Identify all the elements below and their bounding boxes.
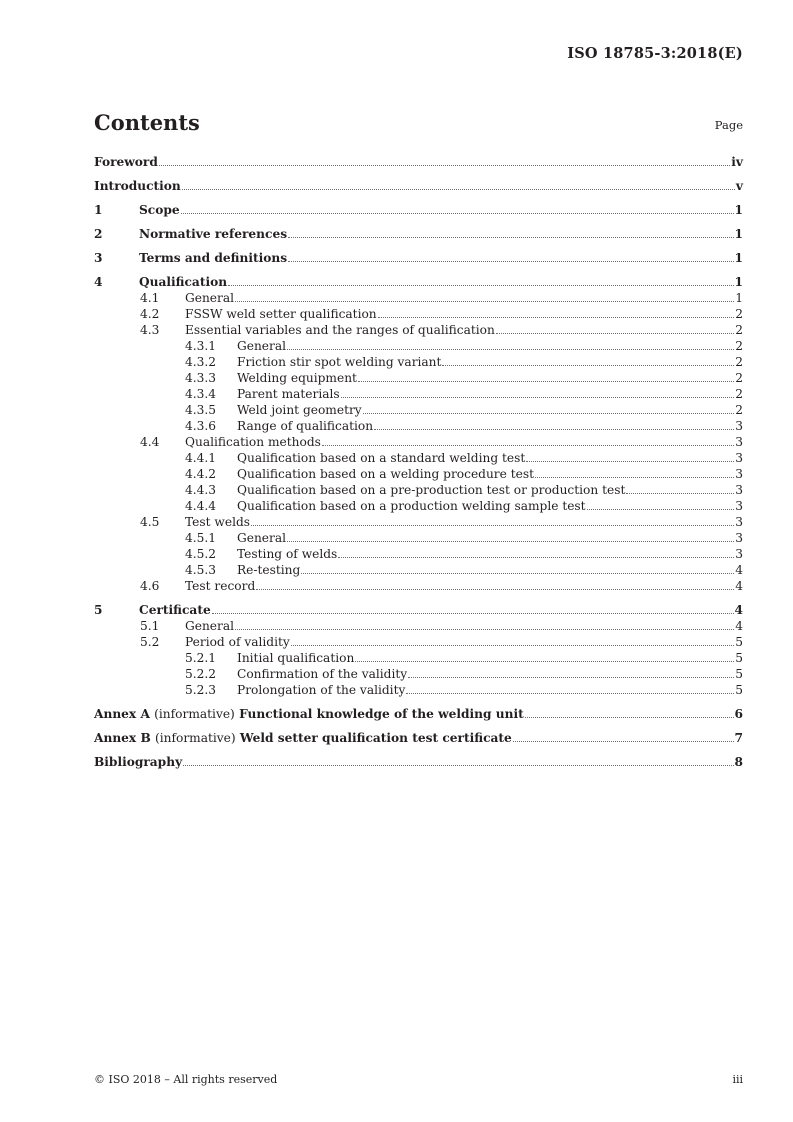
toc-entry-title: Friction stir spot welding variant bbox=[237, 355, 442, 369]
toc-entry-title: Prolongation of the validity bbox=[237, 683, 406, 697]
toc-entry[interactable] bbox=[94, 546, 743, 562]
toc-entry[interactable] bbox=[94, 322, 743, 338]
toc-entry-title: Period of validity bbox=[185, 635, 290, 649]
toc-entry-page: 5 bbox=[735, 651, 743, 665]
dot-leader bbox=[322, 445, 734, 446]
toc-entry-title: Qualification based on a welding procedure test bbox=[237, 467, 534, 481]
toc-entry-title: Test record bbox=[185, 579, 256, 593]
toc-entry-number: 5 bbox=[94, 603, 103, 617]
toc-entry[interactable] bbox=[94, 562, 743, 578]
toc-entry-title: Confirmation of the validity bbox=[237, 667, 408, 681]
page-title: Contents bbox=[94, 110, 200, 135]
toc-entry-number: 4.5 bbox=[140, 515, 160, 529]
toc-entry-title: Scope bbox=[139, 203, 180, 217]
table-of-contents bbox=[94, 154, 743, 770]
toc-entry-page: 2 bbox=[735, 387, 743, 401]
toc-entry-page: 3 bbox=[735, 435, 743, 449]
toc-entry-number: 5.1 bbox=[140, 619, 160, 633]
toc-entry-page: 4 bbox=[734, 603, 743, 617]
toc-entry-title: Essential variables and the ranges of qualification bbox=[185, 323, 495, 337]
toc-entry-title: Bibliography bbox=[94, 755, 183, 769]
dot-leader bbox=[235, 629, 734, 630]
annex-label: Annex A bbox=[94, 707, 150, 721]
toc-entry-page: 2 bbox=[735, 323, 743, 337]
toc-entry-number: 4.3.2 bbox=[185, 355, 217, 369]
toc-entry-page: 2 bbox=[735, 339, 743, 353]
dot-leader bbox=[159, 165, 730, 166]
toc-entry-page: 1 bbox=[734, 251, 743, 265]
dot-leader bbox=[355, 661, 734, 662]
toc-entry[interactable] bbox=[94, 354, 743, 370]
toc-entry-number: 4.4.4 bbox=[185, 499, 217, 513]
toc-entry-page: 2 bbox=[735, 355, 743, 369]
toc-entry-page: 3 bbox=[735, 531, 743, 545]
toc-entry[interactable] bbox=[94, 602, 743, 618]
toc-entry-number: 5.2.3 bbox=[185, 683, 217, 697]
toc-entry[interactable] bbox=[94, 418, 743, 434]
toc-entry-number: 4.3 bbox=[140, 323, 160, 337]
dot-leader bbox=[235, 301, 734, 302]
toc-entry-number: 5.2 bbox=[140, 635, 160, 649]
dot-leader bbox=[183, 765, 733, 766]
toc-entry-page: 8 bbox=[734, 755, 743, 769]
toc-entry-page: 3 bbox=[735, 499, 743, 513]
dot-leader bbox=[288, 237, 733, 238]
dot-leader bbox=[363, 413, 735, 414]
dot-leader bbox=[526, 461, 734, 462]
toc-entry[interactable] bbox=[94, 402, 743, 418]
dot-leader bbox=[291, 645, 734, 646]
toc-entry[interactable] bbox=[94, 386, 743, 402]
toc-entry-page: 6 bbox=[734, 707, 743, 721]
toc-entry-title: General bbox=[237, 531, 286, 545]
toc-entry-page: 4 bbox=[735, 579, 743, 593]
toc-entry-title: Qualification methods bbox=[185, 435, 321, 449]
toc-entry-page: 4 bbox=[735, 563, 743, 577]
toc-entry-title: Testing of welds bbox=[237, 547, 338, 561]
toc-entry-title: Qualification based on a production welding sample test bbox=[237, 499, 586, 513]
toc-entry-title: Normative references bbox=[139, 227, 288, 241]
toc-entry-title: General bbox=[185, 619, 234, 633]
dot-leader bbox=[358, 381, 734, 382]
dot-leader bbox=[374, 429, 734, 430]
toc-entry[interactable] bbox=[94, 306, 743, 322]
toc-entry[interactable] bbox=[94, 706, 743, 722]
toc-entry-title: Foreword bbox=[94, 155, 158, 169]
toc-entry-page: iv bbox=[731, 155, 743, 169]
toc-entry[interactable] bbox=[94, 634, 743, 650]
toc-entry-page: 3 bbox=[735, 547, 743, 561]
dot-leader bbox=[182, 189, 735, 190]
toc-entry-page: 3 bbox=[735, 467, 743, 481]
toc-entry-title: Qualification based on a standard welding test bbox=[237, 451, 526, 465]
toc-entry[interactable] bbox=[94, 578, 743, 594]
copyright-notice: © ISO 2018 – All rights reserved bbox=[94, 1073, 278, 1086]
toc-entry-page: 3 bbox=[735, 419, 743, 433]
dot-leader bbox=[378, 317, 735, 318]
dot-leader bbox=[587, 509, 735, 510]
toc-entry-number: 4.1 bbox=[140, 291, 160, 305]
toc-entry[interactable] bbox=[94, 466, 743, 482]
toc-entry-page: 1 bbox=[734, 275, 743, 289]
toc-entry-number: 5.2.2 bbox=[185, 667, 217, 681]
toc-entry-number: 4.3.3 bbox=[185, 371, 217, 385]
dot-leader bbox=[408, 677, 734, 678]
dot-leader bbox=[626, 493, 734, 494]
toc-entry-title: General bbox=[237, 339, 286, 353]
toc-entry[interactable] bbox=[94, 274, 743, 290]
page-number: iii bbox=[732, 1073, 743, 1086]
toc-entry-page: 4 bbox=[735, 619, 743, 633]
toc-entry-title: Parent materials bbox=[237, 387, 340, 401]
toc-entry[interactable] bbox=[94, 290, 743, 306]
toc-entry[interactable] bbox=[94, 730, 743, 746]
document-code: ISO 18785-3:2018(E) bbox=[567, 45, 743, 62]
toc-entry[interactable] bbox=[94, 370, 743, 386]
toc-entry-page: 3 bbox=[735, 451, 743, 465]
toc-entry-number: 4.4.3 bbox=[185, 483, 217, 497]
toc-entry[interactable] bbox=[94, 618, 743, 634]
dot-leader bbox=[212, 613, 734, 614]
dot-leader bbox=[181, 213, 734, 214]
toc-entry-page: 1 bbox=[734, 227, 743, 241]
toc-entry[interactable] bbox=[94, 154, 743, 170]
toc-entry-title: Terms and definitions bbox=[139, 251, 288, 265]
toc-entry[interactable] bbox=[94, 202, 743, 218]
toc-entry-page: 1 bbox=[734, 203, 743, 217]
toc-entry-title: Range of qualification bbox=[237, 419, 374, 433]
toc-entry-title: Introduction bbox=[94, 179, 181, 193]
toc-entry[interactable] bbox=[94, 666, 743, 682]
toc-entry[interactable] bbox=[94, 450, 743, 466]
toc-entry-page: 7 bbox=[734, 731, 743, 745]
dot-leader bbox=[287, 541, 734, 542]
dot-leader bbox=[442, 365, 734, 366]
dot-leader bbox=[228, 285, 733, 286]
dot-leader bbox=[513, 741, 734, 742]
toc-entry-number: 4.6 bbox=[140, 579, 160, 593]
toc-entry-number: 4.4.2 bbox=[185, 467, 217, 481]
dot-leader bbox=[256, 589, 734, 590]
dot-leader bbox=[287, 349, 734, 350]
toc-entry-title: Initial qualification bbox=[237, 651, 355, 665]
toc-entry[interactable] bbox=[94, 482, 743, 498]
toc-entry-page: 3 bbox=[735, 515, 743, 529]
toc-entry-number: 5.2.1 bbox=[185, 651, 217, 665]
annex-title: Functional knowledge of the welding unit bbox=[239, 707, 524, 721]
annex-note: (informative) bbox=[155, 731, 236, 745]
toc-entry-number: 4.5.1 bbox=[185, 531, 217, 545]
toc-entry[interactable] bbox=[94, 530, 743, 546]
toc-entry[interactable] bbox=[94, 650, 743, 666]
toc-entry-number: 4.4.1 bbox=[185, 451, 217, 465]
toc-entry-page: 3 bbox=[735, 483, 743, 497]
toc-entry-page: v bbox=[735, 179, 743, 193]
toc-entry-number: 4.2 bbox=[140, 307, 160, 321]
toc-entry-number: 4 bbox=[94, 275, 103, 289]
dot-leader bbox=[406, 693, 734, 694]
toc-entry-number: 3 bbox=[94, 251, 103, 265]
toc-entry-number: 4.5.2 bbox=[185, 547, 217, 561]
toc-entry-title bbox=[94, 730, 512, 746]
toc-entry-title: General bbox=[185, 291, 234, 305]
toc-entry-number: 4.4 bbox=[140, 435, 160, 449]
annex-note: (informative) bbox=[154, 707, 235, 721]
toc-entry-page: 2 bbox=[735, 403, 743, 417]
toc-entry[interactable] bbox=[94, 178, 743, 194]
toc-entry[interactable] bbox=[94, 434, 743, 450]
toc-entry-title: Qualification bbox=[139, 275, 228, 289]
toc-entry-title: Certificate bbox=[139, 603, 211, 617]
toc-entry-page: 5 bbox=[735, 667, 743, 681]
toc-entry-title: Welding equipment bbox=[237, 371, 357, 385]
toc-entry-page: 2 bbox=[735, 307, 743, 321]
page-column-label: Page bbox=[714, 118, 743, 132]
toc-entry-page: 5 bbox=[735, 635, 743, 649]
toc-entry[interactable] bbox=[94, 498, 743, 514]
toc-entry[interactable] bbox=[94, 338, 743, 354]
dot-leader bbox=[338, 557, 734, 558]
toc-entry-number: 4.5.3 bbox=[185, 563, 217, 577]
toc-entry[interactable] bbox=[94, 754, 743, 770]
toc-entry[interactable] bbox=[94, 226, 743, 242]
dot-leader bbox=[496, 333, 734, 334]
dot-leader bbox=[525, 717, 734, 718]
toc-entry-title: Test welds bbox=[185, 515, 251, 529]
toc-entry-number: 4.3.1 bbox=[185, 339, 217, 353]
dot-leader bbox=[301, 573, 734, 574]
toc-entry-title: Qualification based on a pre-production test or production test bbox=[237, 483, 626, 497]
toc-entry-page: 1 bbox=[735, 291, 743, 305]
toc-entry-title: FSSW weld setter qualification bbox=[185, 307, 377, 321]
toc-entry-number: 2 bbox=[94, 227, 103, 241]
dot-leader bbox=[535, 477, 734, 478]
toc-entry-page: 2 bbox=[735, 371, 743, 385]
toc-entry[interactable] bbox=[94, 682, 743, 698]
toc-entry-number: 1 bbox=[94, 203, 103, 217]
toc-entry-title: Weld joint geometry bbox=[237, 403, 362, 417]
dot-leader bbox=[288, 261, 733, 262]
toc-entry-number: 4.3.4 bbox=[185, 387, 217, 401]
annex-label: Annex B bbox=[94, 731, 151, 745]
toc-entry-number: 4.3.6 bbox=[185, 419, 217, 433]
toc-entry[interactable] bbox=[94, 514, 743, 530]
toc-entry-number: 4.3.5 bbox=[185, 403, 217, 417]
toc-entry-page: 5 bbox=[735, 683, 743, 697]
toc-entry-title: Re-testing bbox=[237, 563, 301, 577]
toc-entry-title bbox=[94, 706, 524, 722]
toc-entry[interactable] bbox=[94, 250, 743, 266]
dot-leader bbox=[341, 397, 735, 398]
annex-title: Weld setter qualification test certificate bbox=[239, 731, 512, 745]
dot-leader bbox=[251, 525, 734, 526]
